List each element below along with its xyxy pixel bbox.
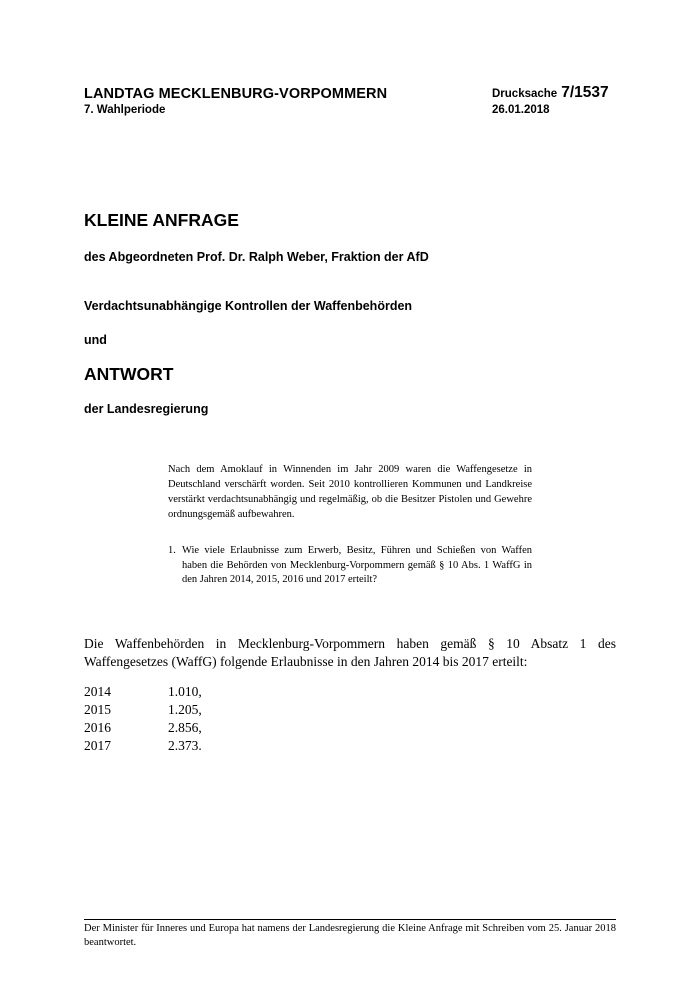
- kleine-anfrage-heading: KLEINE ANFRAGE: [84, 210, 239, 230]
- member-line: des Abgeordneten Prof. Dr. Ralph Weber, Fraktion der AfD: [84, 250, 429, 264]
- footnote-divider: [84, 919, 616, 920]
- question-text: Wie viele Erlaubnisse zum Erwerb, Besitz, Führen und Schießen von Waffen haben die Behörden von Mecklenburg-Vorpommern gemäß § 10 Abs. 1 WaffG in den Jahren 2014, 2015, 2016 und 2017 erteilt?: [182, 545, 532, 585]
- year-cell: 2017: [84, 738, 111, 753]
- table-row: [84, 701, 202, 719]
- table-row: [84, 683, 202, 701]
- year-cell: 2016: [84, 720, 111, 735]
- value-cell: 2.856,: [168, 720, 202, 735]
- question-number: 1.: [168, 545, 176, 556]
- parliament-name: LANDTAG MECKLENBURG-VORPOMMERN: [84, 86, 388, 102]
- antwort-heading: ANTWORT: [84, 364, 174, 384]
- document-date: 26.01.2018: [492, 104, 550, 116]
- year-cell: 2014: [84, 684, 111, 699]
- und-line: und: [84, 333, 107, 347]
- electoral-period: 7. Wahlperiode: [84, 104, 166, 116]
- value-cell: 1.205,: [168, 702, 202, 717]
- government-line: der Landesregierung: [84, 402, 209, 416]
- preamble-text: Nach dem Amoklauf in Winnenden im Jahr 2009 waren die Waffengesetze in Deutschland verschärft worden. Seit 2010 kontrollieren Kommunen und Landkreise verstärkt verdachtsunabhängig und regelmäßig, ob die Besitzer Pistolen und Gewehre ordnungsgemäß aufbewahren.: [168, 464, 532, 520]
- year-cell: 2015: [84, 702, 111, 717]
- value-cell: 1.010,: [168, 684, 202, 699]
- drucksache-number: 7/1537: [561, 84, 609, 101]
- value-cell: 2.373.: [168, 738, 202, 753]
- answer-text: Die Waffenbehörden in Mecklenburg-Vorpommern haben gemäß § 10 Absatz 1 des Waffengesetzes (WaffG) folgende Erlaubnisse in den Jahren 2014 bis 2017 erteilt:: [84, 636, 616, 669]
- question-1: [168, 544, 532, 588]
- subject-line: Verdachtsunabhängige Kontrollen der Waffenbehörden: [84, 299, 413, 313]
- table-row: [84, 719, 202, 737]
- table-row: [84, 737, 202, 755]
- drucksache-label: Drucksache: [492, 88, 558, 100]
- permits-table: [84, 683, 202, 755]
- document-number: [492, 84, 609, 102]
- footnote-text: Der Minister für Inneres und Europa hat namens der Landesregierung die Kleine Anfrage mit Schreiben vom 25. Januar 2018 beantwortet.: [84, 923, 616, 948]
